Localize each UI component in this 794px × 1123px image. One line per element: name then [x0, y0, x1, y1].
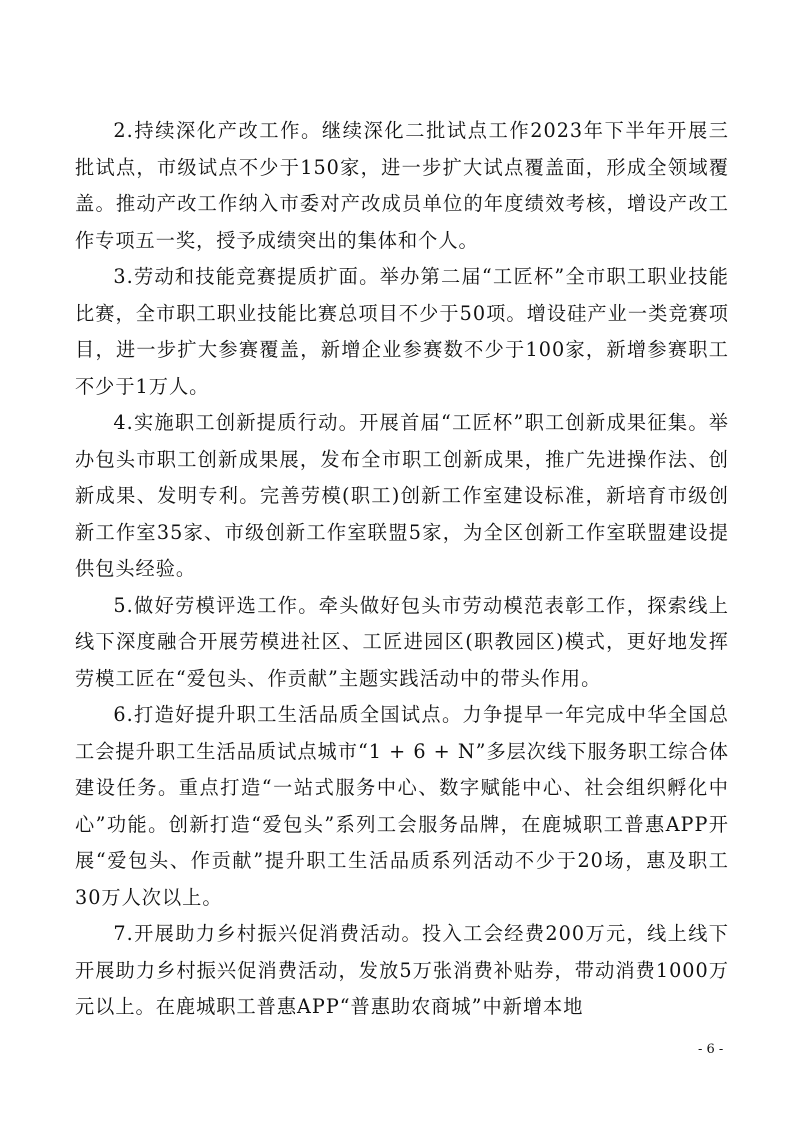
paragraph-3: 3.劳动和技能竞赛提质扩面。举办第二届“工匠杯”全市职工职业技能比赛，全市职工职业技能比赛总项目不少于50项。增设硅产业一类竞赛项目，进一步扩大参赛覆盖，新增企业参赛数不少于100家，新增参赛职工不少于1万人。 [75, 265, 729, 398]
paragraph-2: 2.持续深化产改工作。继续深化二批试点工作2023年下半年开展三批试点，市级试点不少于150家，进一步扩大试点覆盖面，形成全领域覆盖。推动产改工作纳入市委对产改成员单位的年度绩效考核，增设产改工作专项五一奖，授予成绩突出的集体和个人。 [75, 119, 729, 252]
paragraph-5: 5.做好劳模评选工作。牵头做好包头市劳动模范表彰工作，探索线上线下深度融合开展劳模进社区、工匠进园区(职教园区)模式，更好地发挥劳模工匠在“爱包头、作贡献”主题实践活动中的带头作用。 [75, 593, 729, 690]
paragraph-6: 6.打造好提升职工生活品质全国试点。力争提早一年完成中华全国总工会提升职工生活品质试点城市“1 + 6 + N”多层次线下服务职工综合体建设任务。重点打造“一站式服务中心、数字赋能中心、社会组织孵化中心”功能。创新打造“爱包头”系列工会服务品牌，在鹿城职工普惠APP开展“爱包头、作贡献”提升职工生活品质系列活动不少于20场，惠及职工30万人次以上。 [75, 703, 729, 909]
document-body [75, 113, 729, 1026]
paragraph-4: 4.实施职工创新提质行动。开展首届“工匠杯”职工创新成果征集。举办包头市职工创新成果展，发布全市职工创新成果，推广先进操作法、创新成果、发明专利。完善劳模(职工)创新工作室建设标准，新培育市级创新工作室35家、市级创新工作室联盟5家，为全区创新工作室联盟建设提供包头经验。 [75, 411, 729, 580]
page-number: - 6 - [698, 1042, 724, 1057]
paragraph-7: 7.开展助力乡村振兴促消费活动。投入工会经费200万元，线上线下开展助力乡村振兴促消费活动，发放5万张消费补贴券，带动消费1000万元以上。在鹿城职工普惠APP“普惠助农商城”中新增本地 [75, 922, 729, 1018]
